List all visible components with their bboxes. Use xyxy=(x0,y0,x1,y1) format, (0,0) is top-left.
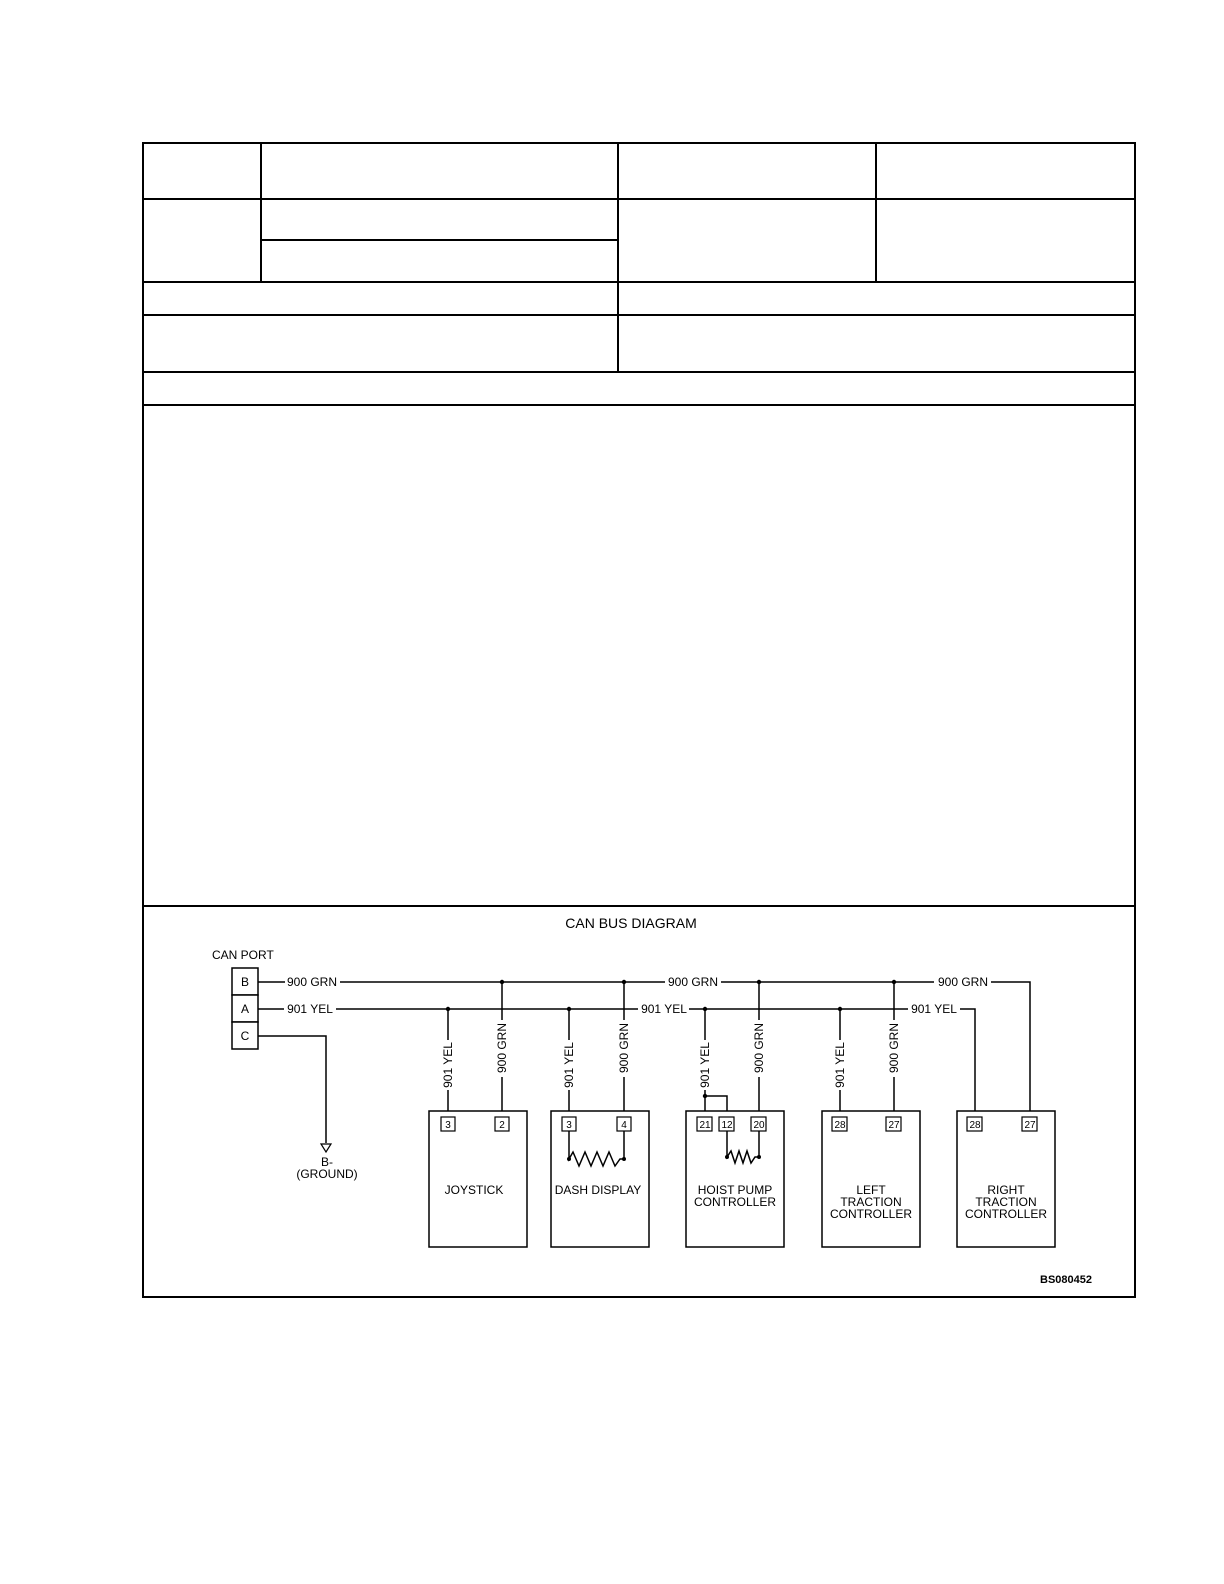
bus-label-grn-1: 900 GRN xyxy=(286,975,338,989)
ground-label-line1: B- xyxy=(321,1155,333,1169)
hoist-name-line1: HOIST PUMP xyxy=(697,1183,773,1197)
hoist-pin-21-label: 21 xyxy=(699,1120,711,1131)
can-port-pin-c-label: C xyxy=(240,1029,250,1043)
drawing-code: BS080452 xyxy=(1040,1274,1092,1286)
bus-label-yel-1: 901 YEL xyxy=(287,1002,333,1016)
component-left-traction-controller xyxy=(822,1111,920,1247)
drop-label-joystick-yel: 901 YEL xyxy=(441,1042,455,1088)
left-name-line2: TRACTION xyxy=(840,1195,902,1209)
hoist-pin-20-label: 20 xyxy=(753,1120,765,1131)
component-hoist-pump-controller xyxy=(686,1111,784,1247)
drop-label-joystick-grn: 900 GRN xyxy=(495,1022,509,1074)
ground-wire xyxy=(258,1036,358,1181)
dash-pin-4-label: 4 xyxy=(621,1120,627,1131)
drop-label-dash-grn: 900 GRN xyxy=(617,1022,631,1074)
can-port-pin-a-label: A xyxy=(240,1002,250,1016)
left-pin-28-label: 28 xyxy=(834,1120,846,1131)
right-name-line2: TRACTION xyxy=(975,1195,1037,1209)
drop-label-hoist-yel: 901 YEL xyxy=(698,1042,712,1088)
component-dash-display xyxy=(551,1111,649,1247)
drop-wire-labels xyxy=(441,1023,901,1088)
diagram-title: CAN BUS DIAGRAM xyxy=(565,915,697,931)
right-name-line3: CONTROLLER xyxy=(964,1207,1048,1221)
drop-label-left-grn: 900 GRN xyxy=(887,1022,901,1074)
joystick-pin-3-label: 3 xyxy=(445,1120,451,1131)
left-name-line1: LEFT xyxy=(856,1183,886,1197)
can-bus-diagram xyxy=(212,915,1092,1286)
left-name-line3: CONTROLLER xyxy=(829,1207,913,1221)
joystick-name: JOYSTICK xyxy=(444,1183,504,1197)
bus-label-grn-3: 900 GRN xyxy=(937,975,989,989)
joystick-pin-2-label: 2 xyxy=(499,1120,505,1131)
drop-label-dash-yel: 901 YEL xyxy=(562,1042,576,1088)
drop-label-left-yel: 901 YEL xyxy=(833,1042,847,1088)
left-pin-27-label: 27 xyxy=(888,1120,900,1131)
component-joystick xyxy=(429,1111,527,1247)
green-bus-wire xyxy=(258,975,1030,1111)
right-pin-28-label: 28 xyxy=(969,1120,981,1131)
right-name-line1: RIGHT xyxy=(987,1183,1025,1197)
can-port-connector xyxy=(232,968,258,1049)
drop-label-hoist-grn: 900 GRN xyxy=(752,1022,766,1074)
can-port-label: CAN PORT xyxy=(212,948,274,962)
right-pin-27-label: 27 xyxy=(1024,1120,1036,1131)
bus-label-grn-2: 900 GRN xyxy=(667,975,719,989)
component-right-traction-controller xyxy=(957,1111,1055,1247)
bus-label-yel-2: 901 YEL xyxy=(641,1002,687,1016)
ground-arrow-icon xyxy=(321,1144,331,1152)
ground-label-line2: (GROUND) xyxy=(296,1167,358,1181)
dash-pin-3-label: 3 xyxy=(566,1120,572,1131)
hoist-name-line2: CONTROLLER xyxy=(693,1195,777,1209)
dash-display-name: DASH DISPLAY xyxy=(554,1183,642,1197)
bus-label-yel-3: 901 YEL xyxy=(911,1002,957,1016)
can-port-pin-b-label: B xyxy=(240,975,250,989)
hoist-pin-12-label: 12 xyxy=(721,1120,733,1131)
